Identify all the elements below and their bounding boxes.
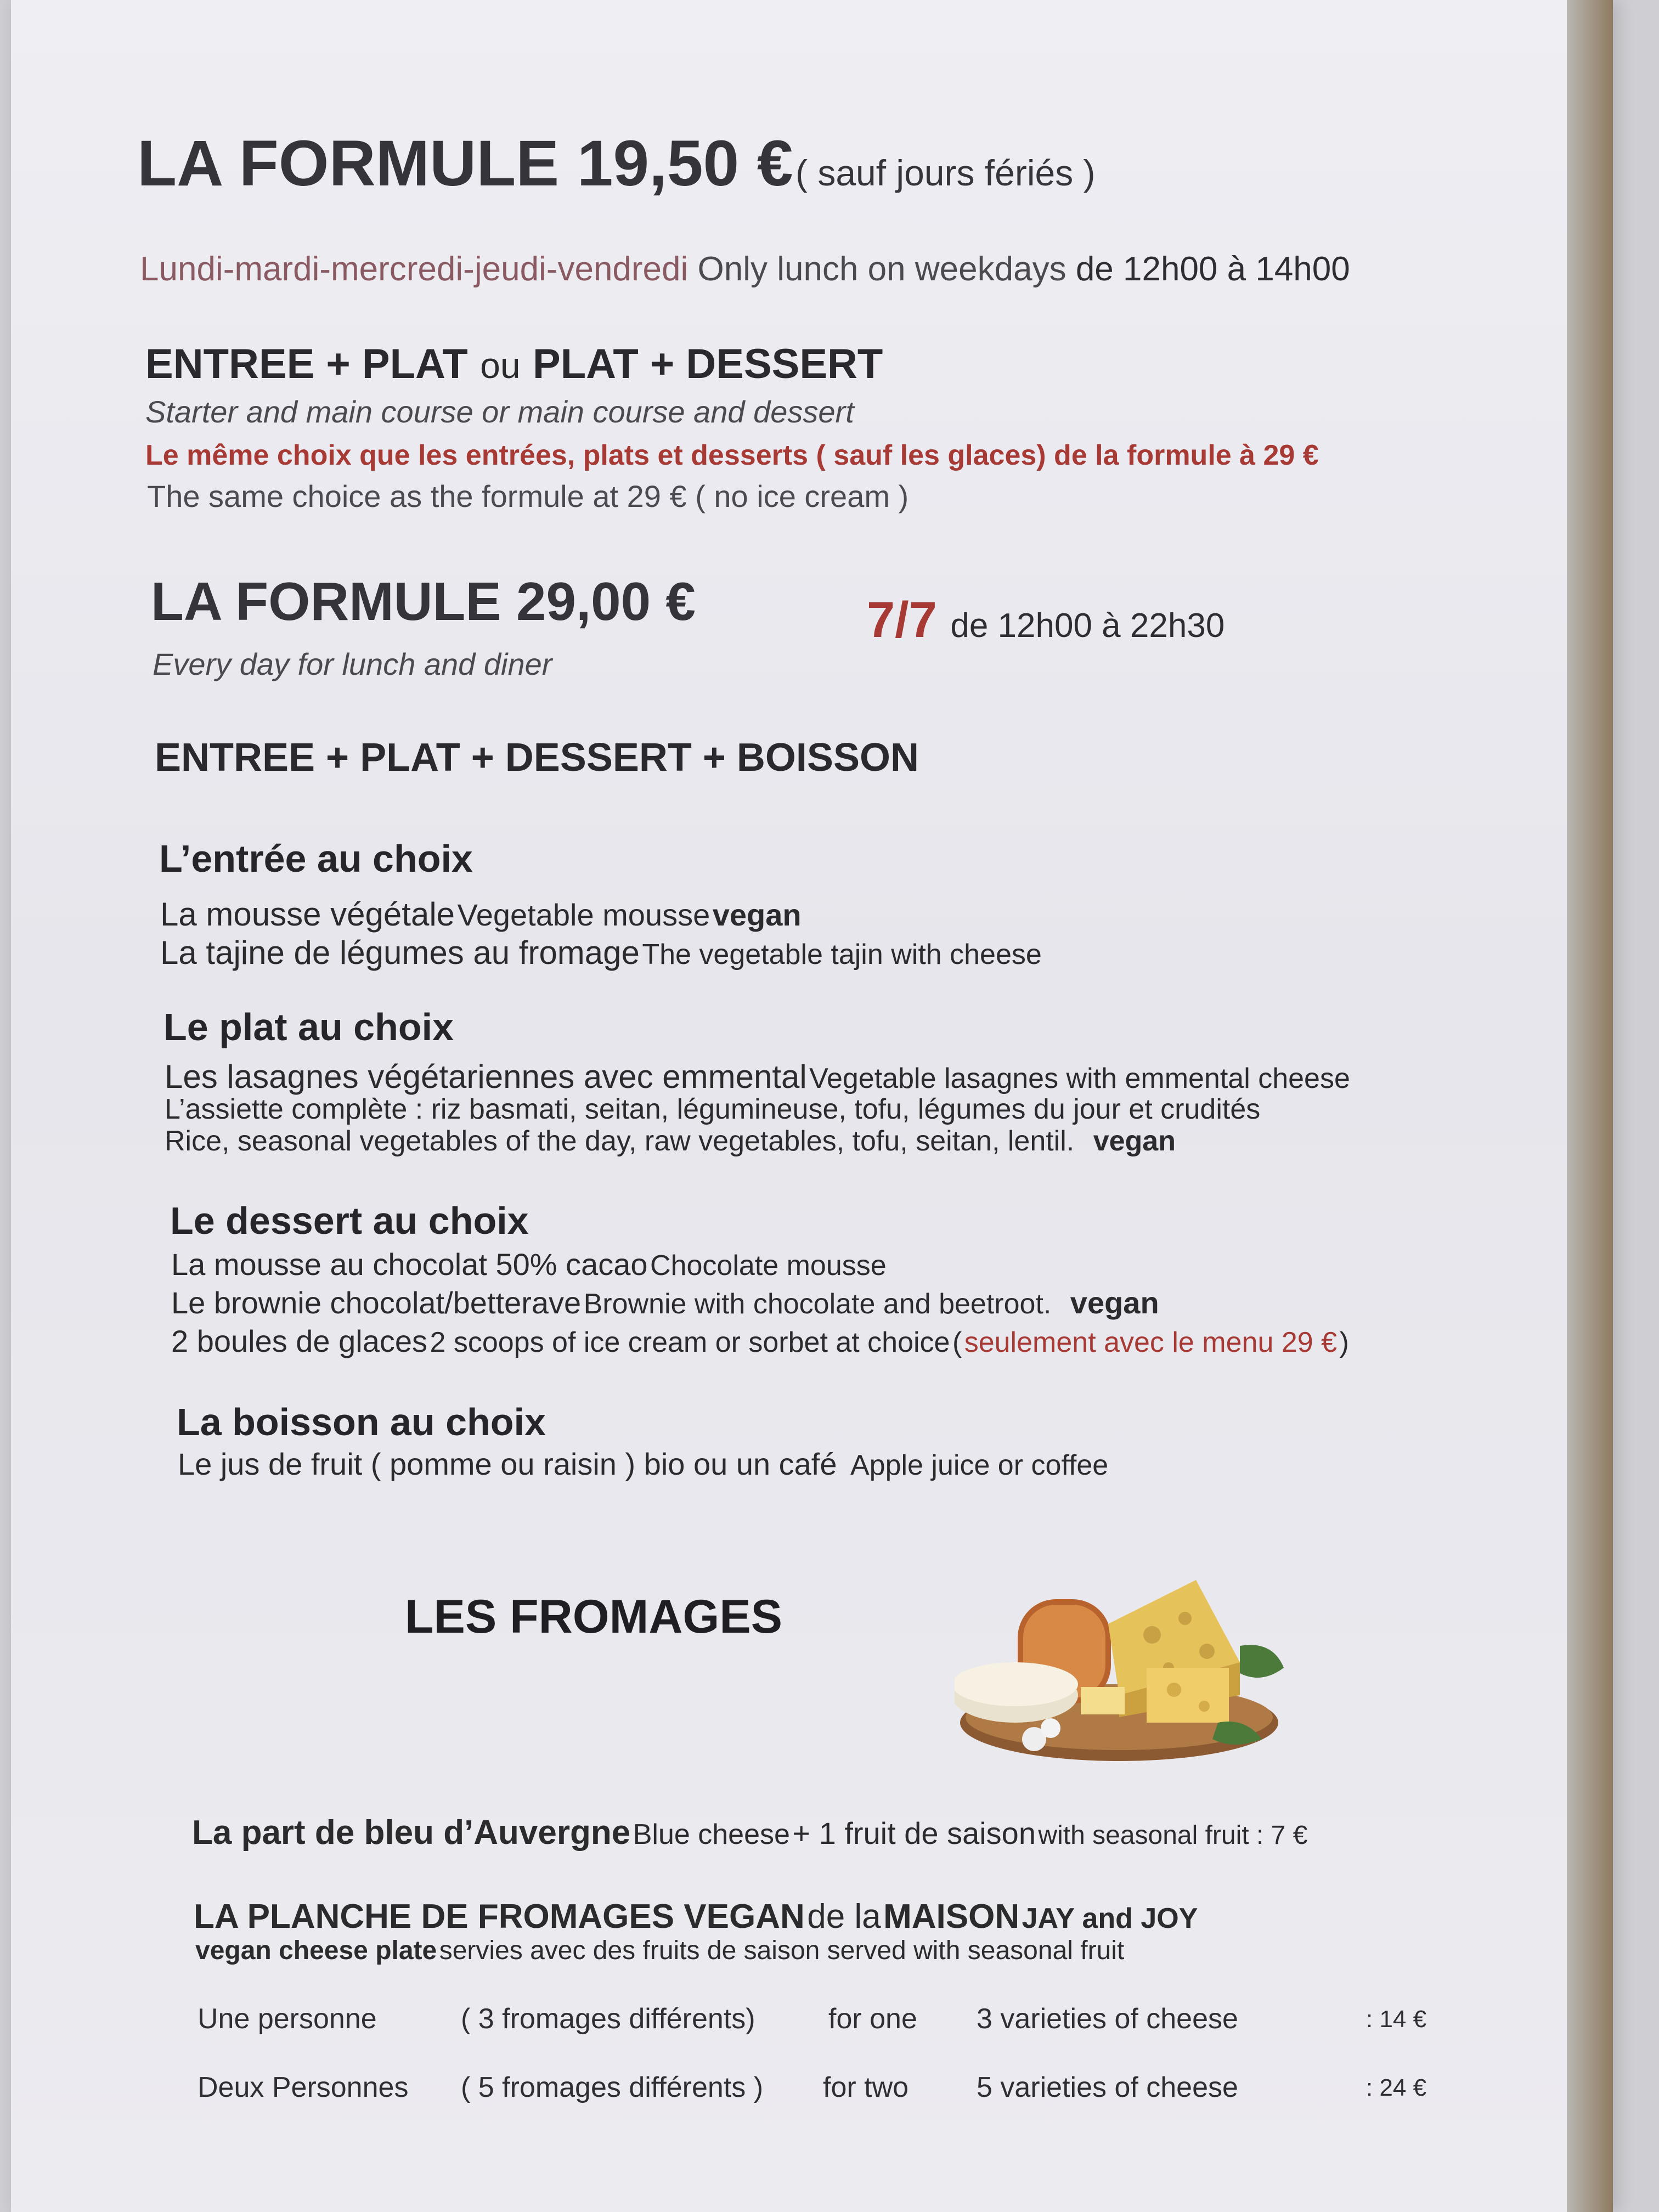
entree-item-1 — [160, 895, 802, 933]
dessert-item-1 — [171, 1246, 887, 1282]
row-varieties: 3 varieties of cheese — [977, 2003, 1238, 2035]
fromage-planche-d: JAY and JOY — [1022, 1903, 1198, 1934]
formule2-combo: ENTREE + PLAT + DESSERT + BOISSON — [155, 736, 919, 780]
formule2-every-day: Every day for lunch and diner — [153, 647, 552, 681]
row-detail: ( 3 fromages différents) — [461, 2003, 755, 2035]
formule1-combo-or: ou — [480, 345, 521, 386]
fromage-planche — [194, 1897, 1198, 1936]
vegan-tag: vegan — [1070, 1285, 1159, 1320]
fromage-planche-sub-b: servies avec des fruits de saison served with seasonal fruit — [439, 1936, 1125, 1965]
row-label: Une personne — [198, 2003, 377, 2035]
dessert-item-2-fr: Le brownie chocolat/betterave — [171, 1285, 582, 1320]
boisson-item-1-en: Apple juice or coffee — [850, 1449, 1109, 1481]
plat-heading: Le plat au choix — [163, 1006, 454, 1048]
formule1-combo-b: PLAT + DESSERT — [533, 341, 883, 387]
formule1-days-en: Only lunch on weekdays — [697, 250, 1066, 288]
formule1-hours: de 12h00 à 14h00 — [1075, 250, 1350, 288]
dessert-item-2 — [171, 1285, 1159, 1321]
fromage-planche-b: de la — [807, 1898, 881, 1936]
background-edge — [1567, 0, 1613, 2212]
fromage-bleu-fr: La part de bleu d’Auvergne — [192, 1814, 631, 1852]
formule2-title: LA FORMULE 29,00 € — [151, 571, 696, 631]
row-label: Deux Personnes — [198, 2072, 409, 2103]
fromage-bleu-en1: Blue cheese — [633, 1819, 790, 1850]
row-varieties: 5 varieties of cheese — [977, 2072, 1238, 2103]
row-detail: ( 5 fromages différents ) — [461, 2072, 764, 2103]
boisson-heading: La boisson au choix — [177, 1401, 546, 1443]
plat-item-1 — [165, 1058, 1350, 1096]
formule1-days — [140, 250, 1350, 289]
plat-item-1-en: Vegetable lasagnes with emmental cheese — [809, 1063, 1350, 1094]
vegan-tag: vegan — [1093, 1125, 1176, 1157]
formule2-header — [151, 571, 696, 633]
formule1-combo — [145, 340, 883, 388]
dessert-item-3-open: ( — [952, 1327, 962, 1358]
plat-item-2-en: Rice, seasonal vegetables of the day, raw vegetables, tofu, seitan, lentil. — [165, 1125, 1075, 1157]
dessert-item-2-en: Brownie with chocolate and beetroot. — [583, 1288, 1052, 1320]
formule2-days: 7/7 — [867, 592, 937, 648]
fromage-bleu — [192, 1813, 1307, 1852]
plat-item-2-fr: L’assiette complète : riz basmati, seitan, légumineuse, tofu, légumes du jour et crudités — [165, 1093, 1261, 1125]
formule1-combo-en: Starter and main course or main course and dessert — [145, 394, 854, 429]
fromage-planche-sub-a: vegan cheese plate — [195, 1936, 437, 1965]
boisson-item-1-fr: Le jus de fruit ( pomme ou raisin ) bio ou un café — [178, 1447, 837, 1481]
dessert-item-3-note: seulement avec le menu 29 € — [964, 1327, 1338, 1358]
fromage-planche-sub — [195, 1936, 1124, 1966]
formule1-days-fr: Lundi-mardi-mercredi-jeudi-vendredi — [140, 250, 689, 288]
formule1-header — [137, 126, 1096, 201]
plat-item-1-fr: Les lasagnes végétariennes avec emmental — [165, 1058, 807, 1095]
formule1-title: LA FORMULE 19,50 € — [137, 127, 793, 200]
row-price: : 24 € — [1366, 2074, 1427, 2101]
fromages-heading: LES FROMAGES — [405, 1590, 783, 1643]
fromage-bleu-en2: with seasonal fruit : 7 € — [1038, 1821, 1308, 1850]
formule1-note: ( sauf jours fériés ) — [795, 153, 1096, 193]
vegan-tag: vegan — [712, 898, 802, 932]
row-en: for two — [823, 2072, 909, 2103]
dessert-item-3-en: 2 scoops of ice cream or sorbet at choice — [430, 1327, 950, 1358]
entree-item-2 — [160, 934, 1042, 972]
dessert-item-1-fr: La mousse au chocolat 50% cacao — [171, 1247, 648, 1282]
formule1-combo-a: ENTREE + PLAT — [145, 341, 468, 387]
row-en: for one — [828, 2003, 917, 2035]
cheese-board-illustration — [955, 1558, 1295, 1767]
formule1-same-en: The same choice as the formule at 29 € ( no ice cream ) — [147, 479, 909, 514]
dessert-item-1-en: Chocolate mousse — [650, 1250, 887, 1282]
row-price: : 14 € — [1366, 2006, 1427, 2033]
dessert-item-3 — [171, 1323, 1349, 1359]
dessert-heading: Le dessert au choix — [170, 1199, 529, 1242]
fromage-planche-a: LA PLANCHE DE FROMAGES VEGAN — [194, 1898, 805, 1936]
formule2-schedule — [867, 591, 1224, 649]
menu-sheet — [11, 0, 1613, 2212]
boisson-item-1 — [178, 1446, 1108, 1482]
fromage-bleu-plus: + 1 fruit de saison — [792, 1816, 1036, 1850]
entree-item-1-fr: La mousse végétale — [160, 896, 455, 933]
entree-item-2-en: The vegetable tajin with cheese — [642, 939, 1042, 970]
fromage-planche-c: MAISON — [883, 1898, 1020, 1936]
entree-heading: L’entrée au choix — [159, 837, 473, 880]
entree-item-2-fr: La tajine de légumes au fromage — [160, 934, 640, 971]
plat-item-2-en-line — [165, 1125, 1176, 1158]
entree-item-1-en: Vegetable mousse — [457, 898, 710, 932]
dessert-item-3-close: ) — [1339, 1327, 1349, 1358]
formule2-hours: de 12h00 à 22h30 — [950, 607, 1225, 645]
dessert-item-3-fr: 2 boules de glaces — [171, 1324, 428, 1358]
formule1-same-fr: Le même choix que les entrées, plats et desserts ( sauf les glaces) de la formule à 29 € — [145, 439, 1319, 471]
